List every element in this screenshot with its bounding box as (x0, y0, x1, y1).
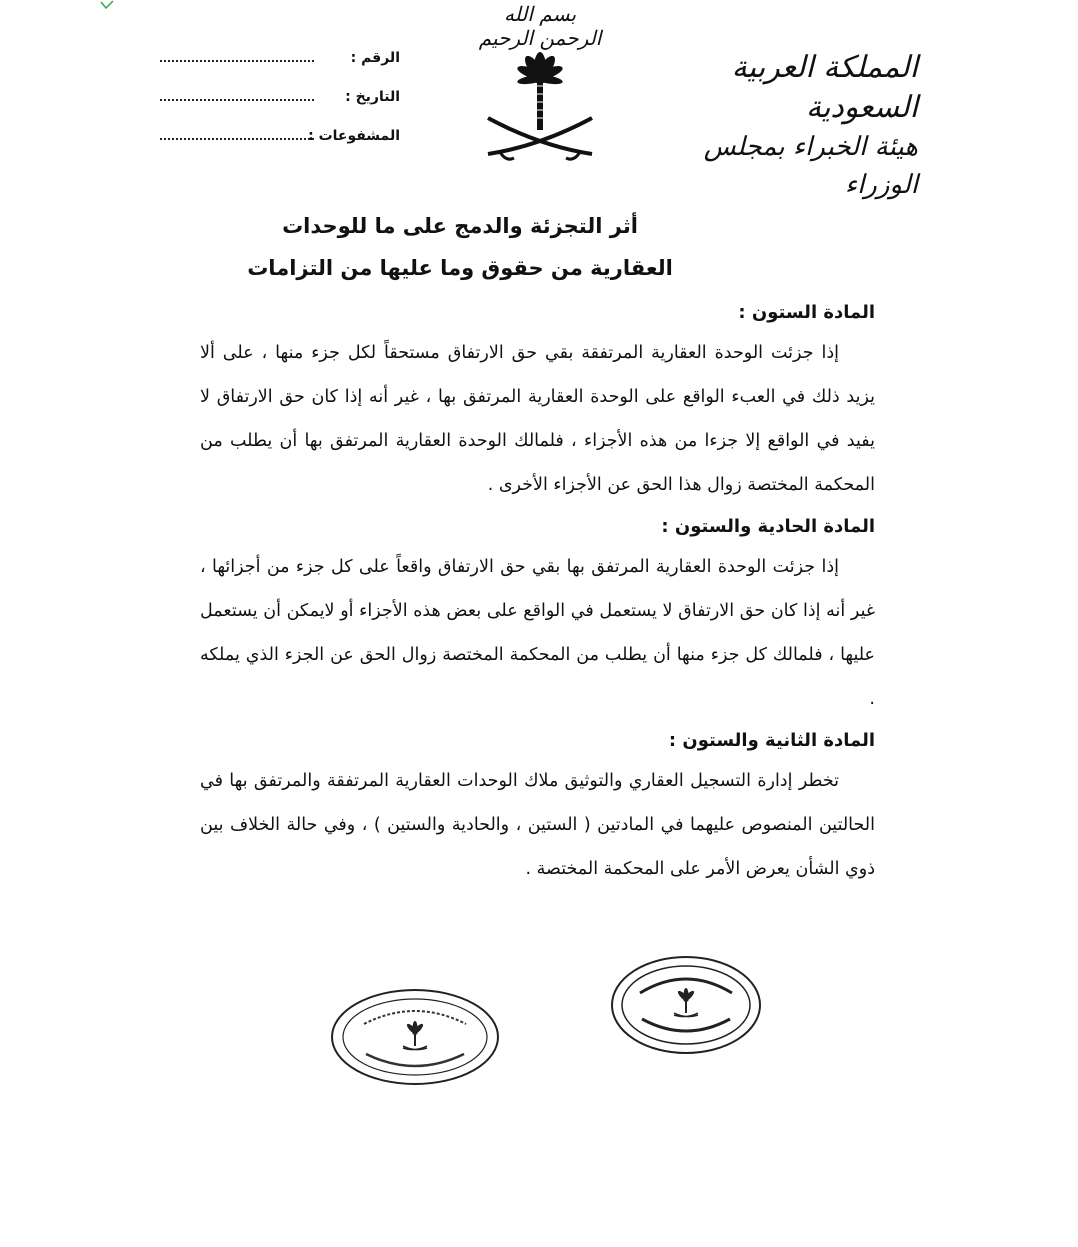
ref-number-row (160, 50, 400, 89)
organization-header (638, 48, 918, 204)
ref-date-row (160, 89, 400, 128)
article-62-heading: المادة الثانية والستون : (668, 730, 875, 751)
title-line1: أثر التجزئة والدمج على ما للوحدات (282, 214, 638, 238)
ref-attachments-line (160, 128, 314, 140)
org-name-line2: هيئة الخبراء بمجلس الوزراء (703, 132, 918, 200)
article-61-heading: المادة الحادية والستون : (661, 516, 875, 537)
corner-mark (100, 0, 114, 10)
document-body (200, 295, 875, 893)
document-title (200, 205, 720, 289)
article-62-text: تخطر إدارة التسجيل العقاري والتوثيق ملاك الوحدات العقارية المرتفقة والمرتفق بها في الحالتين المنصوص عليهما في المادتين ( الستين ، والحادية والستين ) ، وفي حالة الخلاف بين ذوي الشأن يعرض الأمر على المحكمة المختصة . (200, 771, 875, 879)
article-60-heading: المادة الستون : (738, 302, 875, 323)
ref-attachments-label: المشفوعات : (308, 128, 400, 144)
org-name-line1: المملكة العربية السعودية (731, 50, 918, 125)
official-stamp-general-secretariat (610, 955, 762, 1055)
ref-attachments-row (160, 128, 400, 167)
article-60-text: إذا جزئت الوحدة العقارية المرتفقة بقي حق الارتفاق مستحقاً لكل جزء منها ، على ألا يزيد ذلك في العبء الواقع على الوحدة العقارية المرتفق بها ، غير أنه إذا كان حق الارتفاق لا يفيد في الواقع إلا جزءا من هذه الأجزاء ، فلمالك الوحدة العقارية المرتفق بها أن يطلب من المحكمة المختصة زوال هذا الحق عن الأجزاء الأخرى . (200, 343, 875, 495)
title-line2: العقارية من حقوق وما عليها من التزامات (247, 256, 673, 280)
ref-number-label: الرقم : (350, 50, 400, 66)
basmala: بسم الله الرحمن الرحيم (478, 2, 602, 50)
ref-date-line (160, 89, 314, 101)
ref-date-label: التاريخ : (345, 89, 400, 105)
article-61-text: إذا جزئت الوحدة العقارية المرتفق بها بقي حق الارتفاق واقعاً على كل جزء من أجزائها ، غير أنه إذا كان حق الارتفاق لا يستعمل في الواقع على بعض هذه الأجزاء أو لايمكن أن يستعمل عليها ، فلمالك كل جزء منها أن يطلب من المحكمة المختصة زوال الحق عن الجزء الذي يملكه . (200, 557, 875, 709)
ref-number-line (160, 50, 314, 62)
reference-fields (160, 50, 400, 167)
palm-and-swords-emblem-icon (480, 46, 600, 166)
official-stamp-experts-commission (330, 988, 500, 1086)
